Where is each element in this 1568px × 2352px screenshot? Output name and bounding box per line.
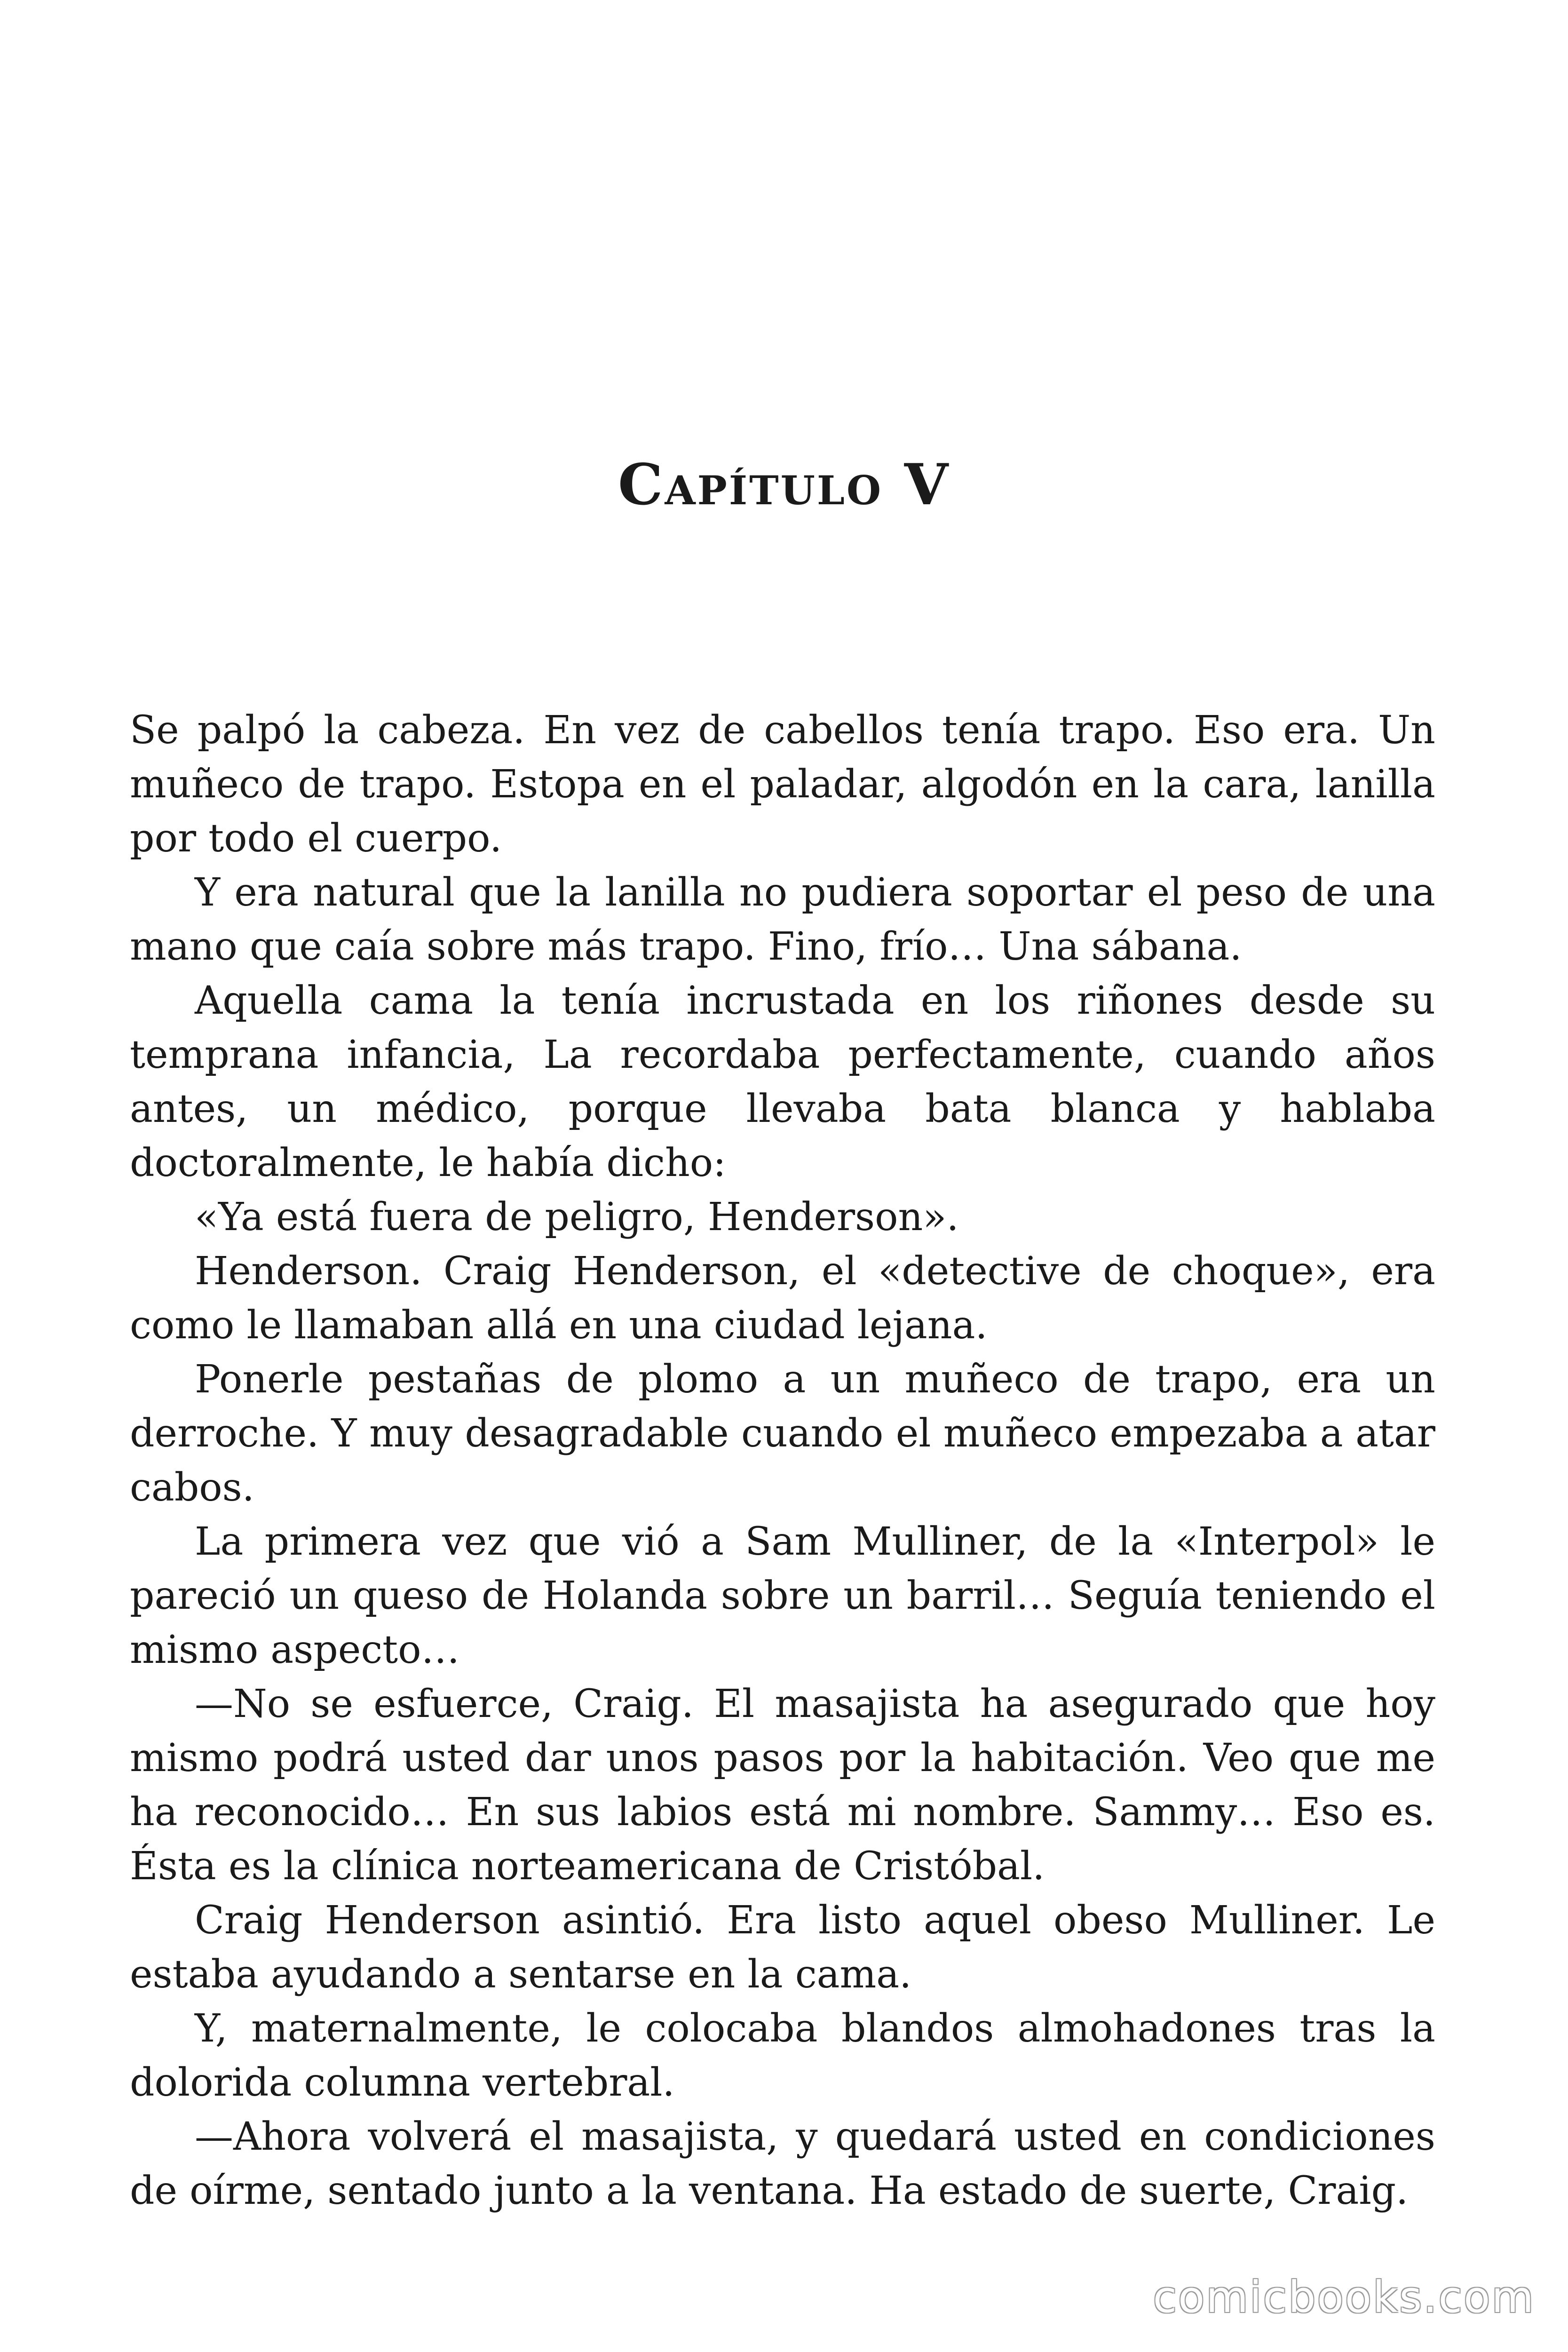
paragraph: Se palpó la cabeza. En vez de cabellos tenía trapo. Eso era. Un muñeco de trapo. Estopa en el paladar, algodón en la cara, lanilla por todo el cuerpo. xyxy=(130,708,1435,861)
chapter-title: Capítulo V xyxy=(618,452,950,518)
paragraph: La primera vez que vió a Sam Mulliner, de la «Interpol» le pareció un queso de Holanda sobre un barril… Seguía teniendo el mismo aspecto… xyxy=(130,1519,1435,1672)
paragraph: Y era natural que la lanilla no pudiera soportar el peso de una mano que caía sobre más trapo. Fino, frío… Una sábana. xyxy=(130,870,1435,969)
paragraph: Y, maternalmente, le colocaba blandos almohadones tras la dolorida columna vertebral. xyxy=(130,2006,1435,2105)
paragraph: —Ahora volverá el masajista, y quedará usted en condiciones de oírme, sentado junto a la ventana. Ha estado de suerte, Craig. xyxy=(130,2114,1435,2213)
paragraph: Henderson. Craig Henderson, el «detective de choque», era como le llamaban allá en una ciudad lejana. xyxy=(130,1249,1435,1348)
paragraph: Ponerle pestañas de plomo a un muñeco de trapo, era un derroche. Y muy desagradable cuando el muñeco empezaba a atar cabos. xyxy=(130,1357,1435,1510)
chapter-body xyxy=(130,703,1435,2218)
paragraph: —No se esfuerce, Craig. El masajista ha asegurado que hoy mismo podrá usted dar unos pasos por la habitación. Veo que me ha reconocido… En sus labios está mi nombre. Sammy… Eso es. Ésta es la clínica norteamericana de Cristóbal. xyxy=(130,1682,1435,1889)
paragraph: Aquella cama la tenía incrustada en los riñones desde su temprana infancia, La recordaba perfectamente, cuando años antes, un médico, porque llevaba bata blanca y hablaba doctoralmente, le había dicho: xyxy=(130,978,1435,1185)
paragraph: Craig Henderson asintió. Era listo aquel obeso Mulliner. Le estaba ayudando a sentarse en la cama. xyxy=(130,1898,1435,1997)
paragraph: «Ya está fuera de peligro, Henderson». xyxy=(195,1195,959,1240)
watermark: comicbooks.com xyxy=(1153,2272,1535,2322)
